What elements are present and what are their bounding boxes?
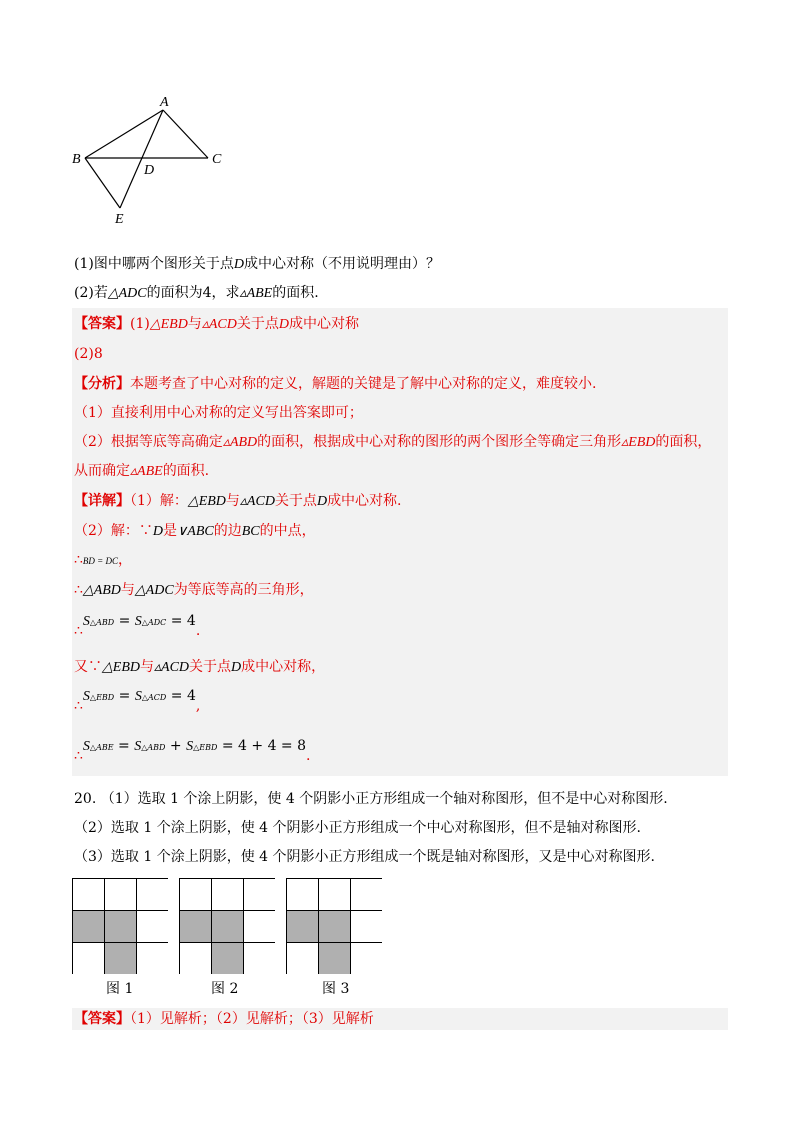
detail-line-2: （2）解：∵D是∨ABC的边BC的中点， — [74, 523, 316, 539]
answer-line-1: 【答案】(1)△EBD与▵ACD关于点D成中心对称 — [74, 316, 359, 332]
grid-cell-3-0-1[interactable] — [319, 879, 351, 911]
grid-cell-2-1-2[interactable] — [244, 911, 276, 943]
vertex-label-c: C — [212, 152, 222, 167]
grid-cell-1-0-2[interactable] — [137, 879, 169, 911]
question-19-part1: (1)图中哪两个图形关于点D成中心对称（不用说明理由）？ — [74, 256, 440, 272]
grid-cell-1-2-0[interactable] — [73, 943, 105, 975]
shaded-cell-1-2-1[interactable] — [105, 943, 137, 975]
grid-cell-3-1-2[interactable] — [351, 911, 383, 943]
grid-cell-2-0-1[interactable] — [212, 879, 244, 911]
detail-line-1: 【详解】（1）解：△EBD与▵ACD关于点D成中心对称. — [74, 493, 402, 509]
vertex-label-d: D — [144, 163, 155, 178]
vertex-label-b: B — [72, 152, 81, 167]
question-20-line-3: （3）选取 1 个涂上阴影，使 4 个阴影小正方形组成一个既是轴对称图形，又是中心对称图形. — [74, 849, 655, 865]
grid-caption-1: 图 1 — [106, 981, 134, 997]
vertex-label-a: A — [160, 95, 169, 110]
analysis-line-1: （1）直接利用中心对称的定义写出答案即可； — [74, 405, 363, 421]
detail-line-8: ∴S△ABE = S△ABD + S△EBD = 4 + 4 = 8. — [74, 738, 311, 764]
grid-cell-3-0-0[interactable] — [287, 879, 319, 911]
shaded-cell-3-2-1[interactable] — [319, 943, 351, 975]
grid-cell-1-1-2[interactable] — [137, 911, 169, 943]
triangle-figure — [60, 90, 230, 230]
grid-figure-3 — [286, 878, 382, 974]
grid-figure-1 — [72, 878, 168, 974]
grid-cell-1-0-1[interactable] — [105, 879, 137, 911]
grid-caption-3: 图 3 — [322, 981, 350, 997]
grid-cell-3-0-2[interactable] — [351, 879, 383, 911]
shaded-cell-3-1-1[interactable] — [319, 911, 351, 943]
analysis-line-3: 从而确定▵ABE的面积. — [74, 463, 210, 479]
grid-cell-1-2-2[interactable] — [137, 943, 169, 975]
grid-cell-1-0-0[interactable] — [73, 879, 105, 911]
analysis-line-2: （2）根据等底等高确定▵ABD的面积，根据成中心对称的图形的两个图形全等确定三角形▵EBD的面积， — [74, 434, 712, 450]
question-19-part2: (2)若△ADC的面积为4，求▵ABE的面积. — [74, 285, 319, 301]
question-20-line-1: 20. （1）选取 1 个涂上阴影，使 4 个阴影小正方形组成一个轴对称图形，但不是中心对称图形. — [74, 791, 668, 807]
detail-line-6: 又∵△EBD与▵ACD关于点D成中心对称， — [74, 659, 326, 675]
shaded-cell-2-1-0[interactable] — [180, 911, 212, 943]
grid-caption-2: 图 2 — [211, 981, 239, 997]
grid-cell-2-0-0[interactable] — [180, 879, 212, 911]
shaded-cell-1-1-1[interactable] — [105, 911, 137, 943]
shaded-cell-2-2-1[interactable] — [212, 943, 244, 975]
grid-cell-3-2-0[interactable] — [287, 943, 319, 975]
shaded-cell-3-1-0[interactable] — [287, 911, 319, 943]
analysis-line: 【分析】本题考查了中心对称的定义，解题的关键是了解中心对称的定义，难度较小. — [74, 376, 597, 392]
detail-line-3: ∴BD = DC， — [74, 552, 132, 568]
shaded-cell-1-1-0[interactable] — [73, 911, 105, 943]
grid-cell-3-2-2[interactable] — [351, 943, 383, 975]
shaded-cell-2-1-1[interactable] — [212, 911, 244, 943]
answer-line-2: (2)8 — [74, 346, 103, 362]
grid-cell-2-0-2[interactable] — [244, 879, 276, 911]
grid-cell-2-2-0[interactable] — [180, 943, 212, 975]
grid-figure-2 — [179, 878, 275, 974]
grid-cell-2-2-2[interactable] — [244, 943, 276, 975]
detail-line-4: ∴△ABD与△ADC为等底等高的三角形， — [74, 582, 314, 598]
answer-20-line: 【答案】（1）见解析；（2）见解析；（3）见解析 — [74, 1011, 374, 1027]
question-20-line-2: （2）选取 1 个涂上阴影，使 4 个阴影小正方形组成一个中心对称图形，但不是轴对称图形. — [74, 820, 641, 836]
detail-line-7: ∴S△EBD = S△ACD = 4, — [74, 688, 201, 714]
vertex-label-e: E — [115, 212, 124, 227]
detail-line-5: ∴S△ABD = S△ADC = 4. — [74, 613, 201, 639]
